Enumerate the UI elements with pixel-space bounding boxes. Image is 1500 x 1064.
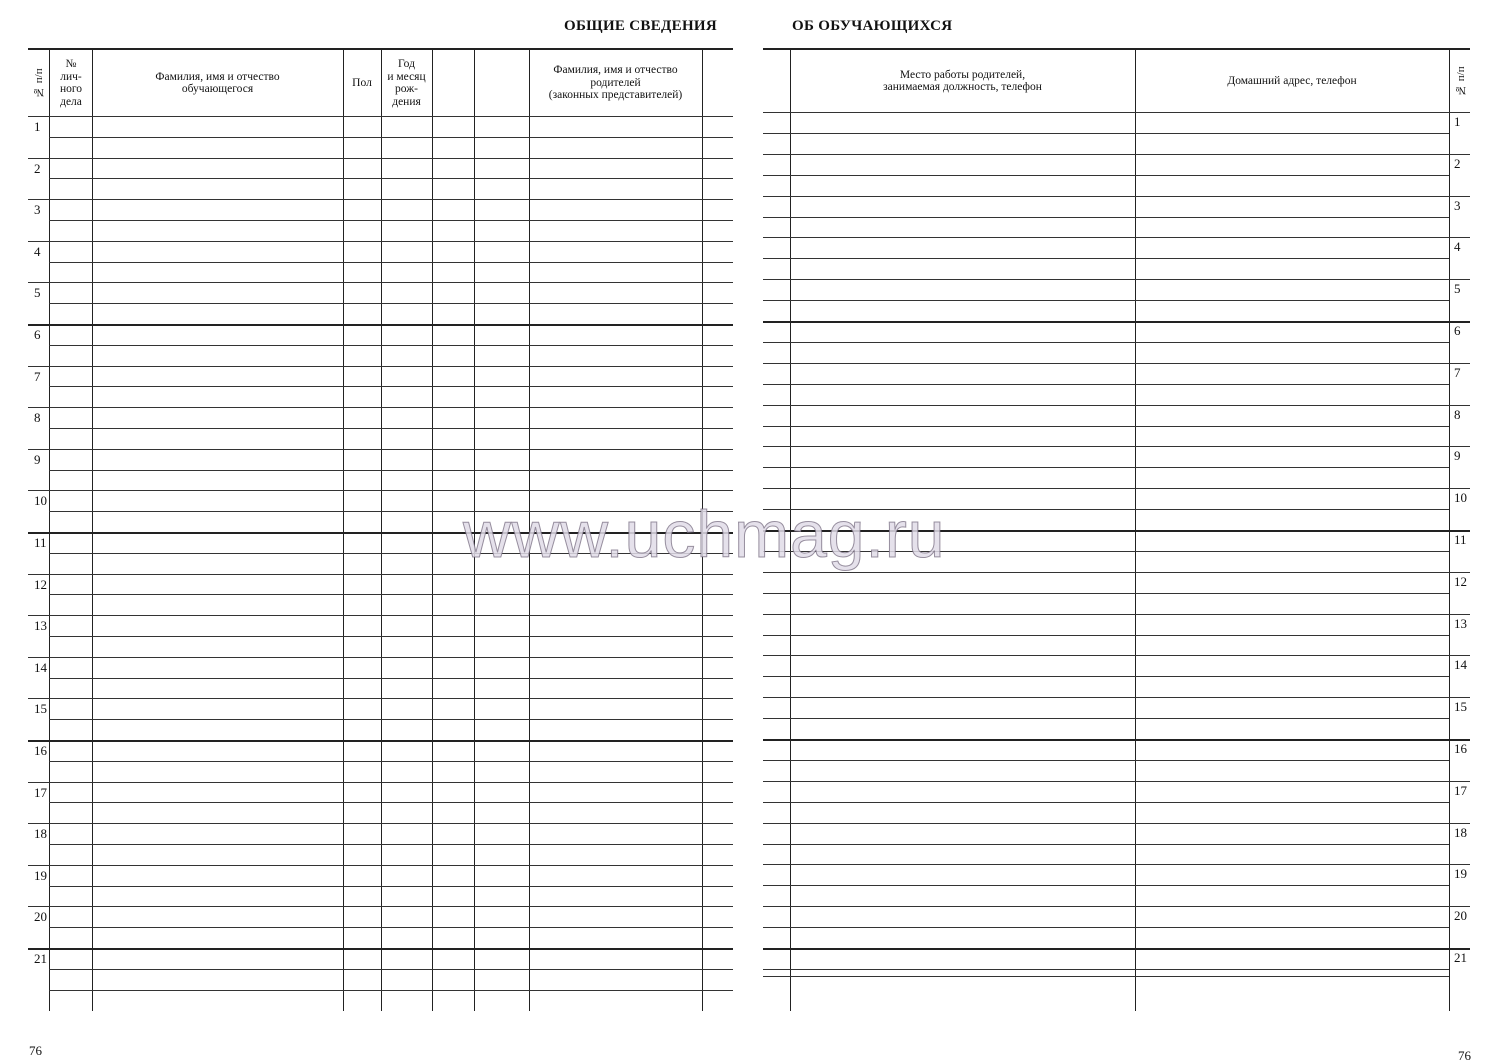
- right-subrow-line: [763, 635, 1449, 636]
- left-column-line: [381, 48, 382, 1011]
- right-row-line: [763, 112, 1470, 113]
- right-row-line: [763, 405, 1470, 406]
- right-subrow-line: [763, 384, 1449, 385]
- left-row-line: [28, 657, 733, 658]
- row-number: 8: [34, 410, 41, 426]
- row-number: 2: [34, 160, 41, 176]
- page-number-left: 76: [29, 1043, 42, 1058]
- left-subrow-line: [49, 137, 733, 138]
- right-subrow-line: [763, 885, 1449, 886]
- right-row-line: [763, 279, 1470, 280]
- right-row-line: [763, 154, 1470, 155]
- left-subrow-line: [49, 927, 733, 928]
- right-subrow-line: [763, 217, 1449, 218]
- right-row-line: [763, 781, 1470, 782]
- row-number: 9: [34, 451, 41, 467]
- right-row-line: [763, 864, 1470, 865]
- row-number: 21: [34, 951, 47, 966]
- left-row-line: [28, 158, 733, 159]
- left-row-line: [28, 324, 733, 326]
- row-number: 17: [34, 784, 47, 800]
- left-column-line: [343, 48, 344, 1011]
- row-number: 19: [34, 867, 47, 883]
- title-left: ОБЩИЕ СВЕДЕНИЯ: [564, 18, 718, 34]
- right-subrow-line: [763, 342, 1449, 343]
- work-header: Место работы родителей, занимаемая должность, телефон: [883, 68, 1042, 93]
- row-number: 5: [1454, 281, 1461, 297]
- left-subrow-line: [49, 470, 733, 471]
- student-name-header: Фамилия, имя и отчество обучающегося: [155, 70, 280, 95]
- row-number: 13: [1454, 615, 1467, 631]
- right-subrow-line: [763, 175, 1449, 176]
- left-subrow-line: [49, 678, 733, 679]
- right-row-line: [763, 196, 1470, 197]
- right-row-line: [763, 823, 1470, 824]
- row-number: 7: [1454, 364, 1461, 380]
- row-number: 13: [34, 618, 47, 634]
- left-subrow-line: [49, 636, 733, 637]
- right-row-line: [763, 446, 1470, 447]
- left-subrow-line: [49, 969, 733, 970]
- row-number: 2: [1454, 155, 1461, 171]
- left-bottom-line: [49, 990, 733, 991]
- right-row-line: [763, 697, 1470, 698]
- row-number: 12: [1454, 573, 1467, 589]
- left-row-line: [28, 366, 733, 367]
- row-number: 18: [1454, 824, 1467, 840]
- row-number: 14: [34, 659, 47, 675]
- left-subrow-line: [49, 761, 733, 762]
- right-subrow-line: [763, 718, 1449, 719]
- right-row-line: [763, 739, 1470, 741]
- sex-header: Пол: [352, 76, 372, 89]
- right-row-line: [763, 655, 1470, 656]
- row-number: 11: [34, 535, 47, 550]
- row-number: 8: [1454, 406, 1461, 422]
- left-subrow-line: [49, 220, 733, 221]
- right-num-header: № п/п: [1455, 66, 1467, 96]
- right-subrow-line: [763, 844, 1449, 845]
- left-subrow-line: [49, 178, 733, 179]
- right-subrow-line: [763, 133, 1449, 134]
- left-row-line: [28, 407, 733, 408]
- right-subrow-line: [763, 426, 1449, 427]
- right-subrow-line: [763, 300, 1449, 301]
- row-number: 19: [1454, 866, 1467, 882]
- left-row-line: [28, 241, 733, 242]
- title-right: ОБ ОБУЧАЮЩИХСЯ: [792, 18, 953, 34]
- row-number: 9: [1454, 448, 1461, 464]
- left-row-line: [28, 615, 733, 616]
- right-row-line: [763, 488, 1470, 489]
- row-number: 10: [1454, 490, 1467, 506]
- row-number: 10: [34, 493, 47, 509]
- left-row-line: [28, 948, 733, 950]
- address-header: Домашний адрес, телефон: [1227, 74, 1357, 87]
- left-subrow-line: [49, 844, 733, 845]
- left-subrow-line: [49, 345, 733, 346]
- left-row-line: [28, 449, 733, 450]
- right-row-line: [763, 614, 1470, 615]
- watermark: www.uchmag.ru: [463, 497, 946, 571]
- row-number: 4: [34, 243, 41, 259]
- right-subrow-line: [763, 676, 1449, 677]
- right-subrow-line: [763, 927, 1449, 928]
- row-number: 1: [1454, 114, 1461, 129]
- left-row-line: [28, 782, 733, 783]
- left-row-line: [28, 865, 733, 866]
- left-subrow-line: [49, 303, 733, 304]
- right-row-line: [763, 321, 1470, 323]
- right-subrow-line: [763, 760, 1449, 761]
- row-number: 16: [34, 743, 47, 758]
- row-number: 3: [34, 202, 41, 218]
- left-row-line: [28, 574, 733, 575]
- left-row-line: [28, 823, 733, 824]
- row-number: 14: [1454, 657, 1467, 673]
- left-row-line: [28, 740, 733, 742]
- birth-header: Год и месяц рож- дения: [387, 58, 426, 108]
- right-subrow-line: [763, 467, 1449, 468]
- right-row-line: [763, 237, 1470, 238]
- left-column-line: [432, 48, 433, 1011]
- right-row-line: [763, 948, 1470, 950]
- right-subrow-line: [763, 802, 1449, 803]
- left-subrow-line: [49, 802, 733, 803]
- row-number: 7: [34, 368, 41, 384]
- row-number: 17: [1454, 782, 1467, 798]
- left-subrow-line: [49, 886, 733, 887]
- left-subrow-line: [49, 386, 733, 387]
- right-subrow-line: [763, 258, 1449, 259]
- left-subrow-line: [49, 719, 733, 720]
- row-number: 4: [1454, 239, 1461, 255]
- row-number: 6: [1454, 323, 1461, 338]
- left-row-line: [28, 906, 733, 907]
- left-row-line: [28, 490, 733, 491]
- right-subrow-line: [763, 969, 1449, 970]
- row-number: 15: [1454, 699, 1467, 715]
- row-number: 11: [1454, 532, 1467, 547]
- right-row-line: [763, 363, 1470, 364]
- row-number: 20: [1454, 908, 1467, 924]
- row-number: 18: [34, 826, 47, 842]
- row-number: 20: [34, 909, 47, 925]
- row-number: 21: [1454, 950, 1467, 965]
- left-num-header: № п/п: [33, 68, 45, 98]
- left-column-line: [92, 48, 93, 1011]
- row-number: 3: [1454, 197, 1461, 213]
- page-number-right: 76: [1458, 1048, 1471, 1063]
- left-row-line: [28, 199, 733, 200]
- left-row-line: [28, 282, 733, 283]
- left-subrow-line: [49, 262, 733, 263]
- row-number: 12: [34, 576, 47, 592]
- right-bottom-line: [763, 976, 1449, 977]
- row-number: 15: [34, 701, 47, 717]
- left-column-line: [49, 48, 50, 1011]
- parents-header: Фамилия, имя и отчество родителей (законных представителей): [548, 64, 683, 102]
- left-subrow-line: [49, 428, 733, 429]
- right-subrow-line: [763, 593, 1449, 594]
- file-no-header: № лич- ного дела: [59, 58, 83, 108]
- left-subrow-line: [49, 594, 733, 595]
- row-number: 5: [34, 285, 41, 301]
- row-number: 1: [34, 119, 41, 134]
- right-row-line: [763, 906, 1470, 907]
- left-row-line: [28, 116, 733, 117]
- row-number: 6: [34, 327, 41, 342]
- row-number: 16: [1454, 741, 1467, 756]
- left-row-line: [28, 698, 733, 699]
